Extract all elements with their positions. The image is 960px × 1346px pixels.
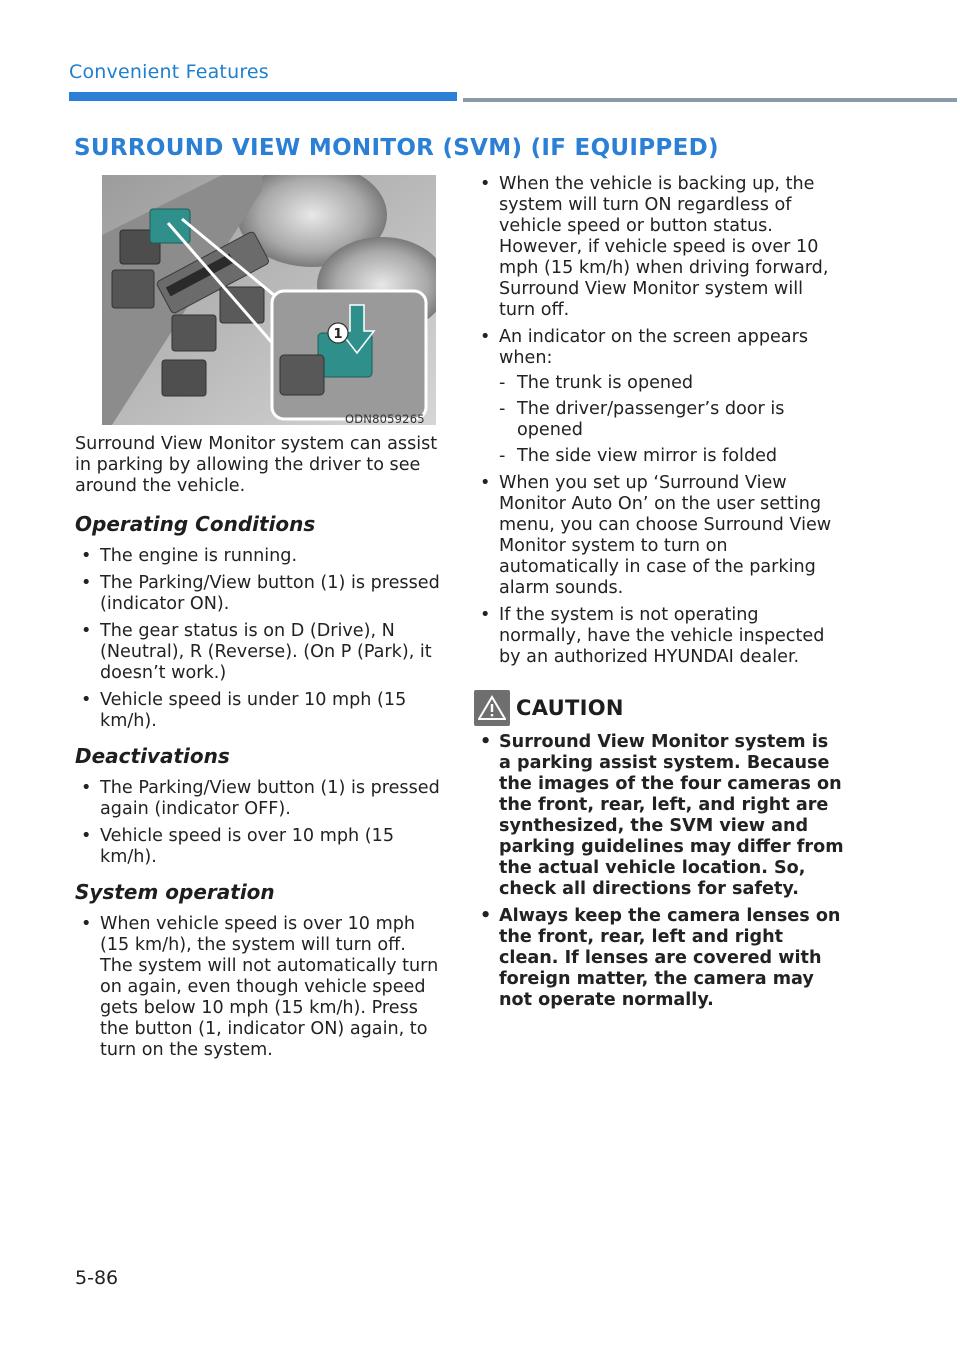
list-item: • If the system is not operating normally, have the vehicle inspected by an authorized HYUNDAI dealer. [474, 605, 844, 668]
callout-number: 1 [333, 327, 343, 342]
deactivations-list [75, 778, 443, 868]
list-item: • The gear status is on D (Drive), N (Neutral), R (Reverse). (On P (Park), it doesn’t work.) [75, 621, 443, 684]
list-item: • When you set up ‘Surround View Monitor Auto On’ on the user setting menu, you can choose Surround View Monitor system to turn on automatically in case of the parking alarm sounds. [474, 473, 844, 599]
svm-button-figure [102, 175, 436, 425]
page-number: 5-86 [75, 1267, 119, 1289]
left-column [75, 434, 443, 1070]
list-item: • Always keep the camera lenses on the front, rear, left and right clean. If lenses are covered with foreign matter, the camera may not operate normally. [474, 906, 844, 1011]
system-operation-heading: System operation [75, 880, 275, 904]
sub-list-item: - The trunk is opened [499, 373, 844, 394]
indicator-conditions-list [499, 373, 844, 467]
figure-id: ODN8059265 [345, 412, 425, 426]
caution-title: CAUTION [516, 695, 624, 720]
caution-header [474, 690, 844, 726]
list-item: • The Parking/View button (1) is pressed (indicator ON). [75, 573, 443, 615]
list-item: • The Parking/View button (1) is pressed again (indicator OFF). [75, 778, 443, 820]
deactivations-heading: Deactivations [75, 744, 230, 768]
right-column [474, 174, 844, 1020]
list-item: • When the vehicle is backing up, the system will turn ON regardless of vehicle speed or button status. However, if vehicle speed is over 10 mph (15 km/h) when driving forward, Surround View Monitor system will turn off. [474, 174, 844, 321]
system-operation-list-cont [474, 174, 844, 668]
warning-triangle-icon [474, 690, 510, 726]
list-item: • The engine is running. [75, 546, 443, 567]
system-operation-list-start [75, 914, 443, 1061]
header-rule-accent [69, 92, 457, 101]
list-item: • Surround View Monitor system is a parking assist system. Because the images of the four cameras on the front, rear, left, and right are synthesized, the SVM view and parking guidelines may differ from the actual vehicle location. So, check all directions for safety. [474, 732, 844, 900]
operating-conditions-list [75, 546, 443, 732]
intro-paragraph: Surround View Monitor system can assist in parking by allowing the driver to see around the vehicle. [75, 434, 438, 496]
page-title: SURROUND VIEW MONITOR (SVM) (IF EQUIPPED) [74, 135, 719, 161]
sub-list-item: - The side view mirror is folded [499, 446, 844, 467]
list-item [474, 327, 844, 467]
list-item: • Vehicle speed is under 10 mph (15 km/h). [75, 690, 443, 732]
caution-list [474, 732, 844, 1011]
list-item-text: An indicator on the screen appears when: [499, 327, 808, 368]
list-item: • When vehicle speed is over 10 mph (15 km/h), the system will turn off. The system will not automatically turn on again, even though vehicle speed gets below 10 mph (15 km/h). Press the button (1, indicator ON) again, to turn on the system. [75, 914, 443, 1061]
list-item: • Vehicle speed is over 10 mph (15 km/h). [75, 826, 443, 868]
header-rule [463, 98, 957, 102]
operating-conditions-heading: Operating Conditions [75, 512, 316, 536]
center-console-illustration [102, 175, 436, 425]
section-label: Convenient Features [69, 61, 269, 83]
sub-list-item: - The driver/passenger’s door is opened [499, 399, 844, 441]
